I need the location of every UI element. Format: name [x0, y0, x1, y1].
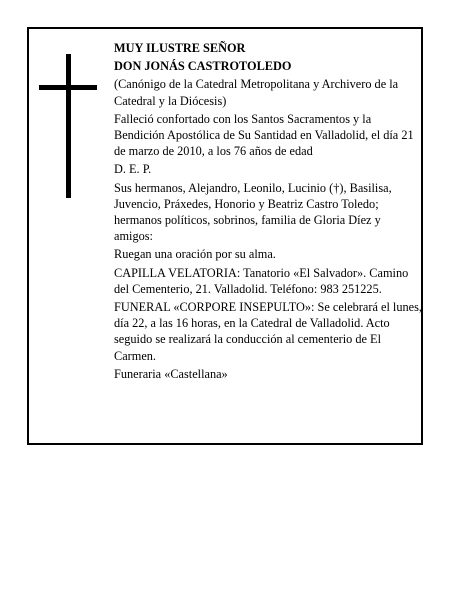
chapel-text: CAPILLA VELATORIA: Tanatorio «El Salvador». Camino del Cementerio, 21. Valladolid. Teléfono: 983 251225.	[114, 265, 409, 296]
obituary-text	[114, 40, 422, 384]
funeral-text: FUNERAL «CORPORE INSEPULTO»: Se celebrará el lunes, día 22, a las 16 horas, en la Catedral de Valladolid. Acto seguido se realizará la conducción al cementerio de El Carmen.	[114, 300, 422, 363]
prayer-text: Ruegan una oración por su alma.	[114, 247, 276, 262]
funeral-home-text: Funeraria «Castellana»	[114, 366, 228, 381]
obituary-notice	[27, 27, 423, 445]
title-line-1: MUY ILUSTRE SEÑOR	[114, 41, 246, 55]
rip-text: D. E. P.	[114, 162, 152, 177]
family-text: Sus hermanos, Alejandro, Leonilo, Lucinio (†), Basilisa, Juvencio, Práxedes, Honorio y Beatriz Castro Toledo; hermanos políticos, sobrinos, familia de Gloria Díez y amigos:	[114, 180, 392, 244]
death-notice: Falleció confortado con los Santos Sacramentos y la Bendición Apostólica de Su Santidad en Valladolid, el día 21 de marzo de 2010, a los 76 años de edad	[114, 111, 414, 159]
title-line-2: DON JONÁS CASTROTOLEDO	[114, 59, 292, 74]
role-text: (Canónigo de la Catedral Metropolitana y Archivero de la Catedral y la Diócesis)	[114, 77, 399, 108]
